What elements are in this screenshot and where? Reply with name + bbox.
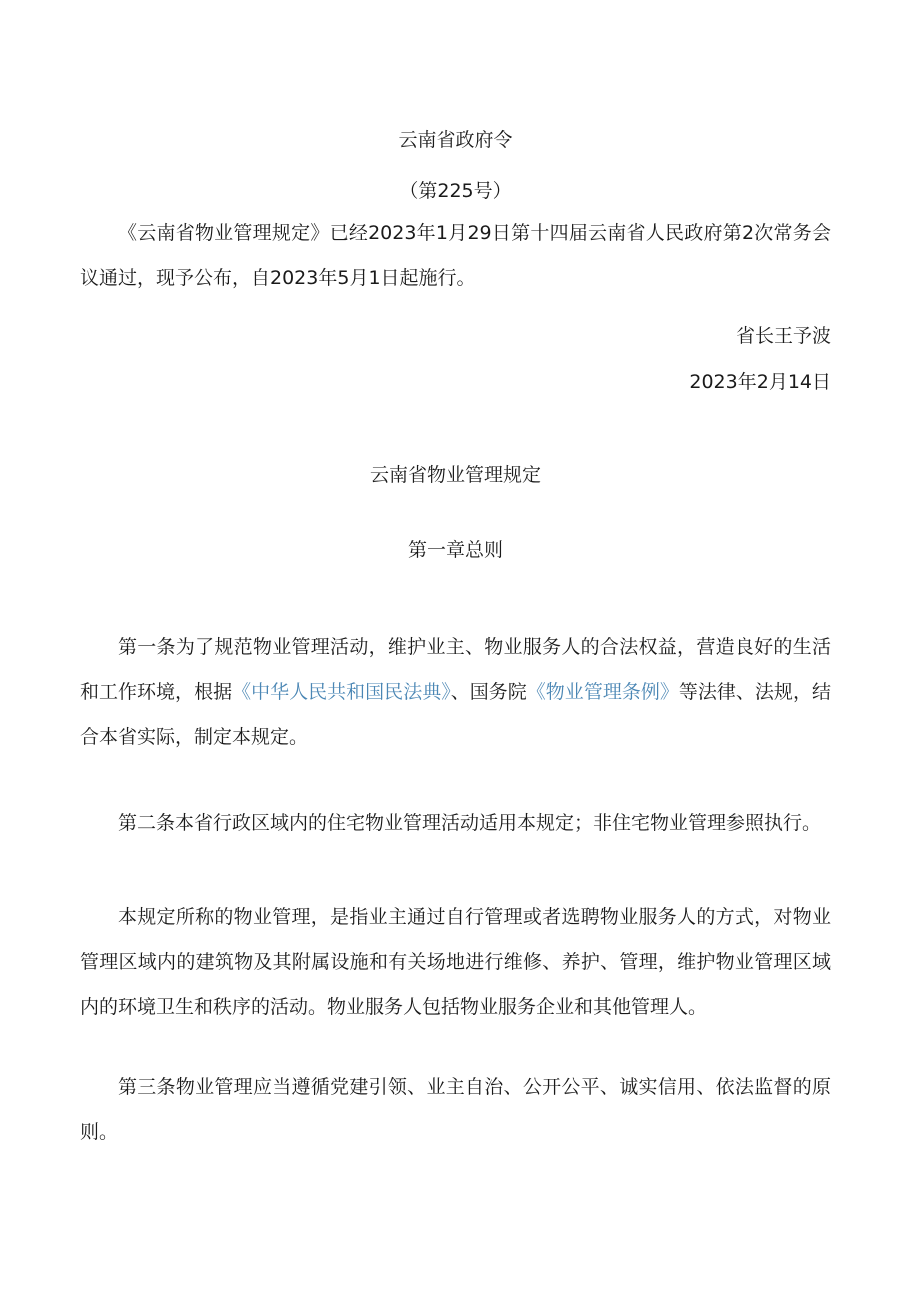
decree-signatory: 省长王予波 [735, 325, 831, 347]
article-3: 第三条物业管理应当遵循党建引领、业主自治、公开公平、诚实信用、依法监督的原则。 [80, 1076, 831, 1143]
article-1-text-start: 第一条为了规范物业管理活动，维护业主、物业服务人的合法权益，营造良好的生活和工作环境，根据 [80, 636, 831, 703]
article-1-text-middle: 、国务院 [450, 681, 527, 703]
regulation-title: 云南省物业管理规定 [369, 464, 541, 486]
decree-issuer: 云南省政府令 [398, 129, 513, 151]
decree-date: 2023年2月14日 [689, 371, 831, 393]
article-1-text-end: 等法律、法规，结合本省实际，制定本规定。 [80, 681, 831, 748]
decree-announcement: 《云南省物业管理规定》已经2023年1月29日第十四届云南省人民政府第2次常务会议通过，现予公布，自2023年5月1日起施行。 [80, 222, 831, 289]
article-2-definition: 本规定所称的物业管理，是指业主通过自行管理或者选聘物业服务人的方式，对物业管理区域内的建筑物及其附属设施和有关场地进行维修、养护、管理，维护物业管理区域内的环境卫生和秩序的活动。物业服务人包括物业服务企业和其他管理人。 [80, 906, 831, 1018]
decree-number: （第225号） [399, 180, 512, 202]
chapter-title: 第一章总则 [407, 539, 503, 561]
article-1 [80, 625, 831, 760]
civil-code-link[interactable]: 《中华人民共和国民法典》 [232, 681, 451, 703]
property-regulation-link[interactable]: 《物业管理条例》 [526, 681, 679, 703]
article-2: 第二条本省行政区域内的住宅物业管理活动适用本规定；非住宅物业管理参照执行。 [118, 812, 822, 834]
